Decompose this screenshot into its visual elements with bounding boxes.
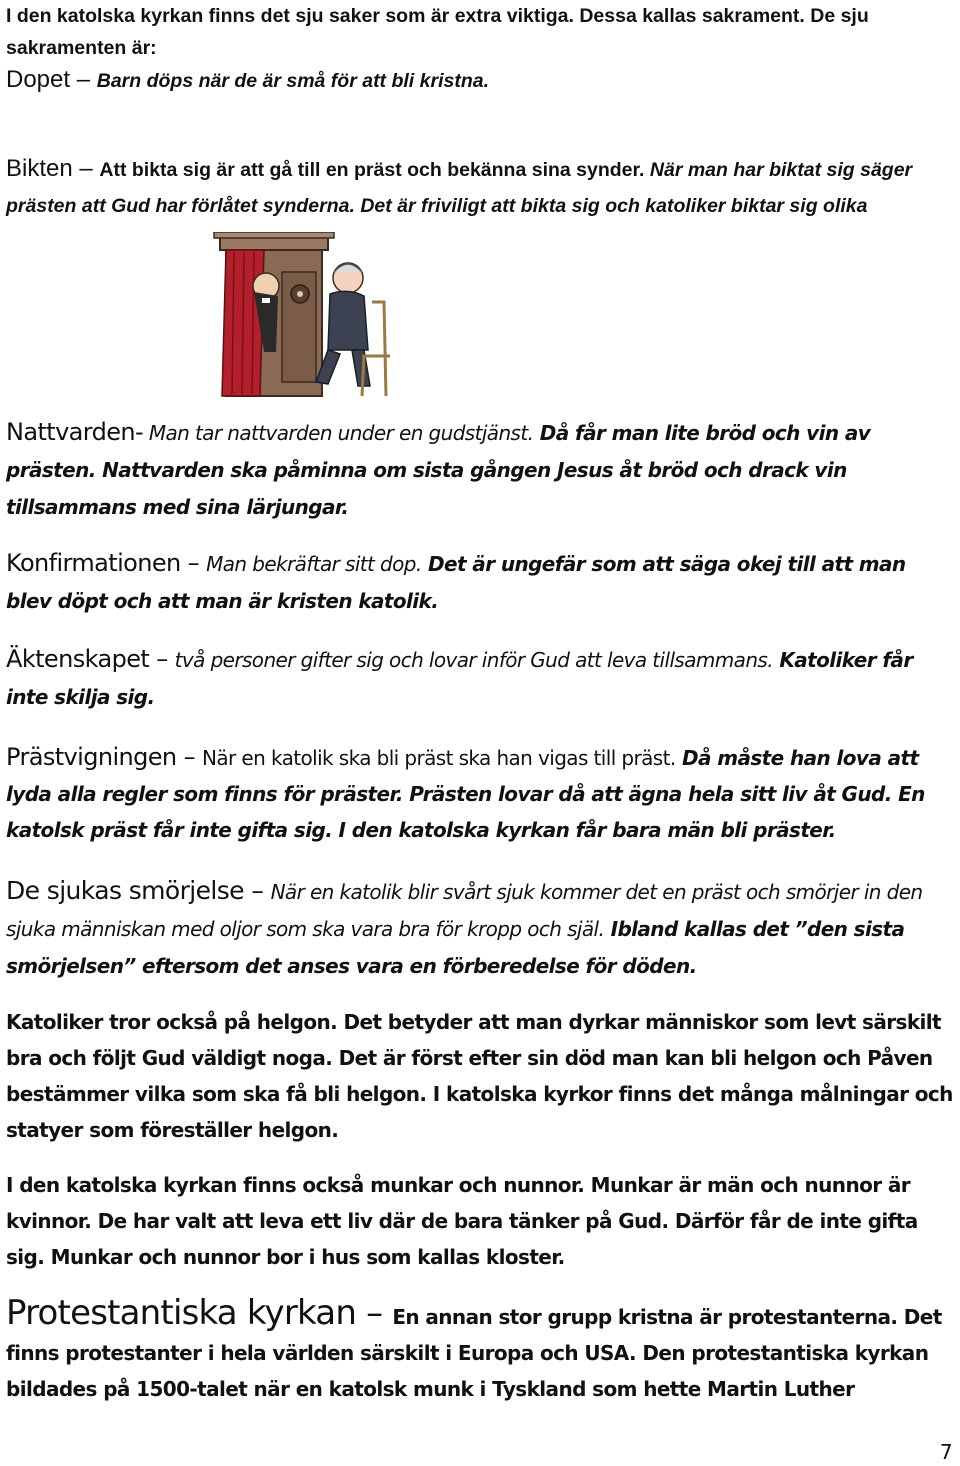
dash: – — [243, 876, 271, 905]
konfirmationen-text-2: Det är ungefär som att säga okej till att man blev döpt och att man är kristen katolik. — [6, 552, 906, 613]
sacrament-dopet — [6, 62, 954, 99]
nattvarden-text-1: Man tar nattvarden under en gudstjänst. — [143, 421, 534, 445]
munkar-paragraph: I den katolska kyrkan finns också munkar och nunnor. Munkar är män och nunnor är kvinnor. De har valt att leva ett liv där de bara tänker på Gud. Därför får de inte gifta sig. Munkar och nunnor bor i hus som kallas kloster. — [6, 1173, 918, 1269]
sacrament-prastvigningen — [6, 739, 954, 848]
prastvigningen-text-2: Då måste han lova att lyda alla regler som finns för präster. Prästen lovar då att ägna hela sitt liv åt Gud. En katolsk präst får inte gifta sig. I den katolska kyrkan får bara män bli präster. — [6, 746, 925, 842]
term-dopet: Dopet — [6, 66, 71, 93]
protestantiska-paragraph — [6, 1295, 954, 1407]
dash: – — [356, 1293, 393, 1333]
dash: – — [180, 549, 207, 577]
bikten-text-2: När man har biktat sig säger prästen att Gud har förlåtet synderna. Det är friviligt att bikta sig och katoliker biktar sig olika — [6, 159, 913, 217]
page-number: 7 — [939, 1440, 952, 1464]
term-bikten: Bikten — [6, 155, 73, 182]
intro-paragraph: I den katolska kyrkan finns det sju saker som är extra viktiga. Dessa kallas sakrament. De sju sakramenten är: — [6, 5, 869, 59]
aktenskapet-text-2: Katoliker får inte skilja sig. — [6, 648, 913, 709]
aktenskapet-text-1: två personer gifter sig och lovar inför Gud att leva tillsammans. — [174, 648, 773, 672]
term-aktenskapet: Äktenskapet — [6, 645, 150, 673]
sacrament-bikten — [6, 151, 954, 260]
term-konfirmationen: Konfirmationen — [6, 549, 181, 577]
konfirmationen-text-1: Man bekräftar sitt dop. — [206, 552, 422, 576]
term-smorjelse: De sjukas smörjelse — [6, 876, 244, 905]
prastvigningen-text-1: När en katolik ska bli präst ska han vigas till präst. — [202, 746, 676, 770]
dash: – — [176, 743, 203, 771]
term-prastvigningen: Prästvigningen — [6, 743, 177, 771]
sacrament-konfirmationen — [6, 545, 954, 620]
helgon-paragraph: Katoliker tror också på helgon. Det betyder att man dyrkar människor som levt särskilt bra och följt Gud väldigt noga. Det är först efter sin död man kan bli helgon och Påven bestämmer vilka som ska få bli helgon. I katolska kyrkor finns det många målningar och statyer som föreställer helgon. — [6, 1010, 953, 1142]
sacrament-aktenskapet — [6, 641, 954, 716]
smorjelse-text-2: Ibland kallas det ”den sista smörjelsen” eftersom det anses vara en förberedelse för döden. — [6, 917, 905, 978]
dash: – — [72, 155, 100, 182]
dash: – — [149, 645, 175, 673]
confessional-illustration-icon — [212, 232, 396, 400]
term-protestantiska: Protestantiska kyrkan — [6, 1293, 357, 1333]
dopet-text: Barn döps när de är små för att bli kristna. — [96, 70, 490, 92]
nattvarden-text-2: Då får man lite bröd och vin av prästen. Nattvarden ska påminna om sista gången Jesus åt bröd och drack vin tillsammans med sina lärjungar. — [6, 421, 871, 519]
term-nattvarden: Nattvarden- — [6, 418, 144, 446]
smorjelse-text-1: När en katolik blir svårt sjuk kommer det en präst och smörjer in den sjuka människan med oljor som ska vara bra för kropp och själ. — [6, 880, 923, 941]
protestantiska-text: En annan stor grupp kristna är protestanterna. Det finns protestanter i hela världen särskilt i Europa och USA. Den protestantiska kyrkan bildades på 1500-talet när en katolsk munk i Tyskland som hette Martin Luther — [6, 1305, 942, 1401]
sacrament-nattvarden — [6, 414, 954, 526]
sacrament-smorjelse — [6, 872, 954, 985]
dash: – — [70, 66, 97, 93]
bikten-text-1: Att bikta sig är att gå till en präst och bekänna sina synder. — [99, 159, 645, 181]
